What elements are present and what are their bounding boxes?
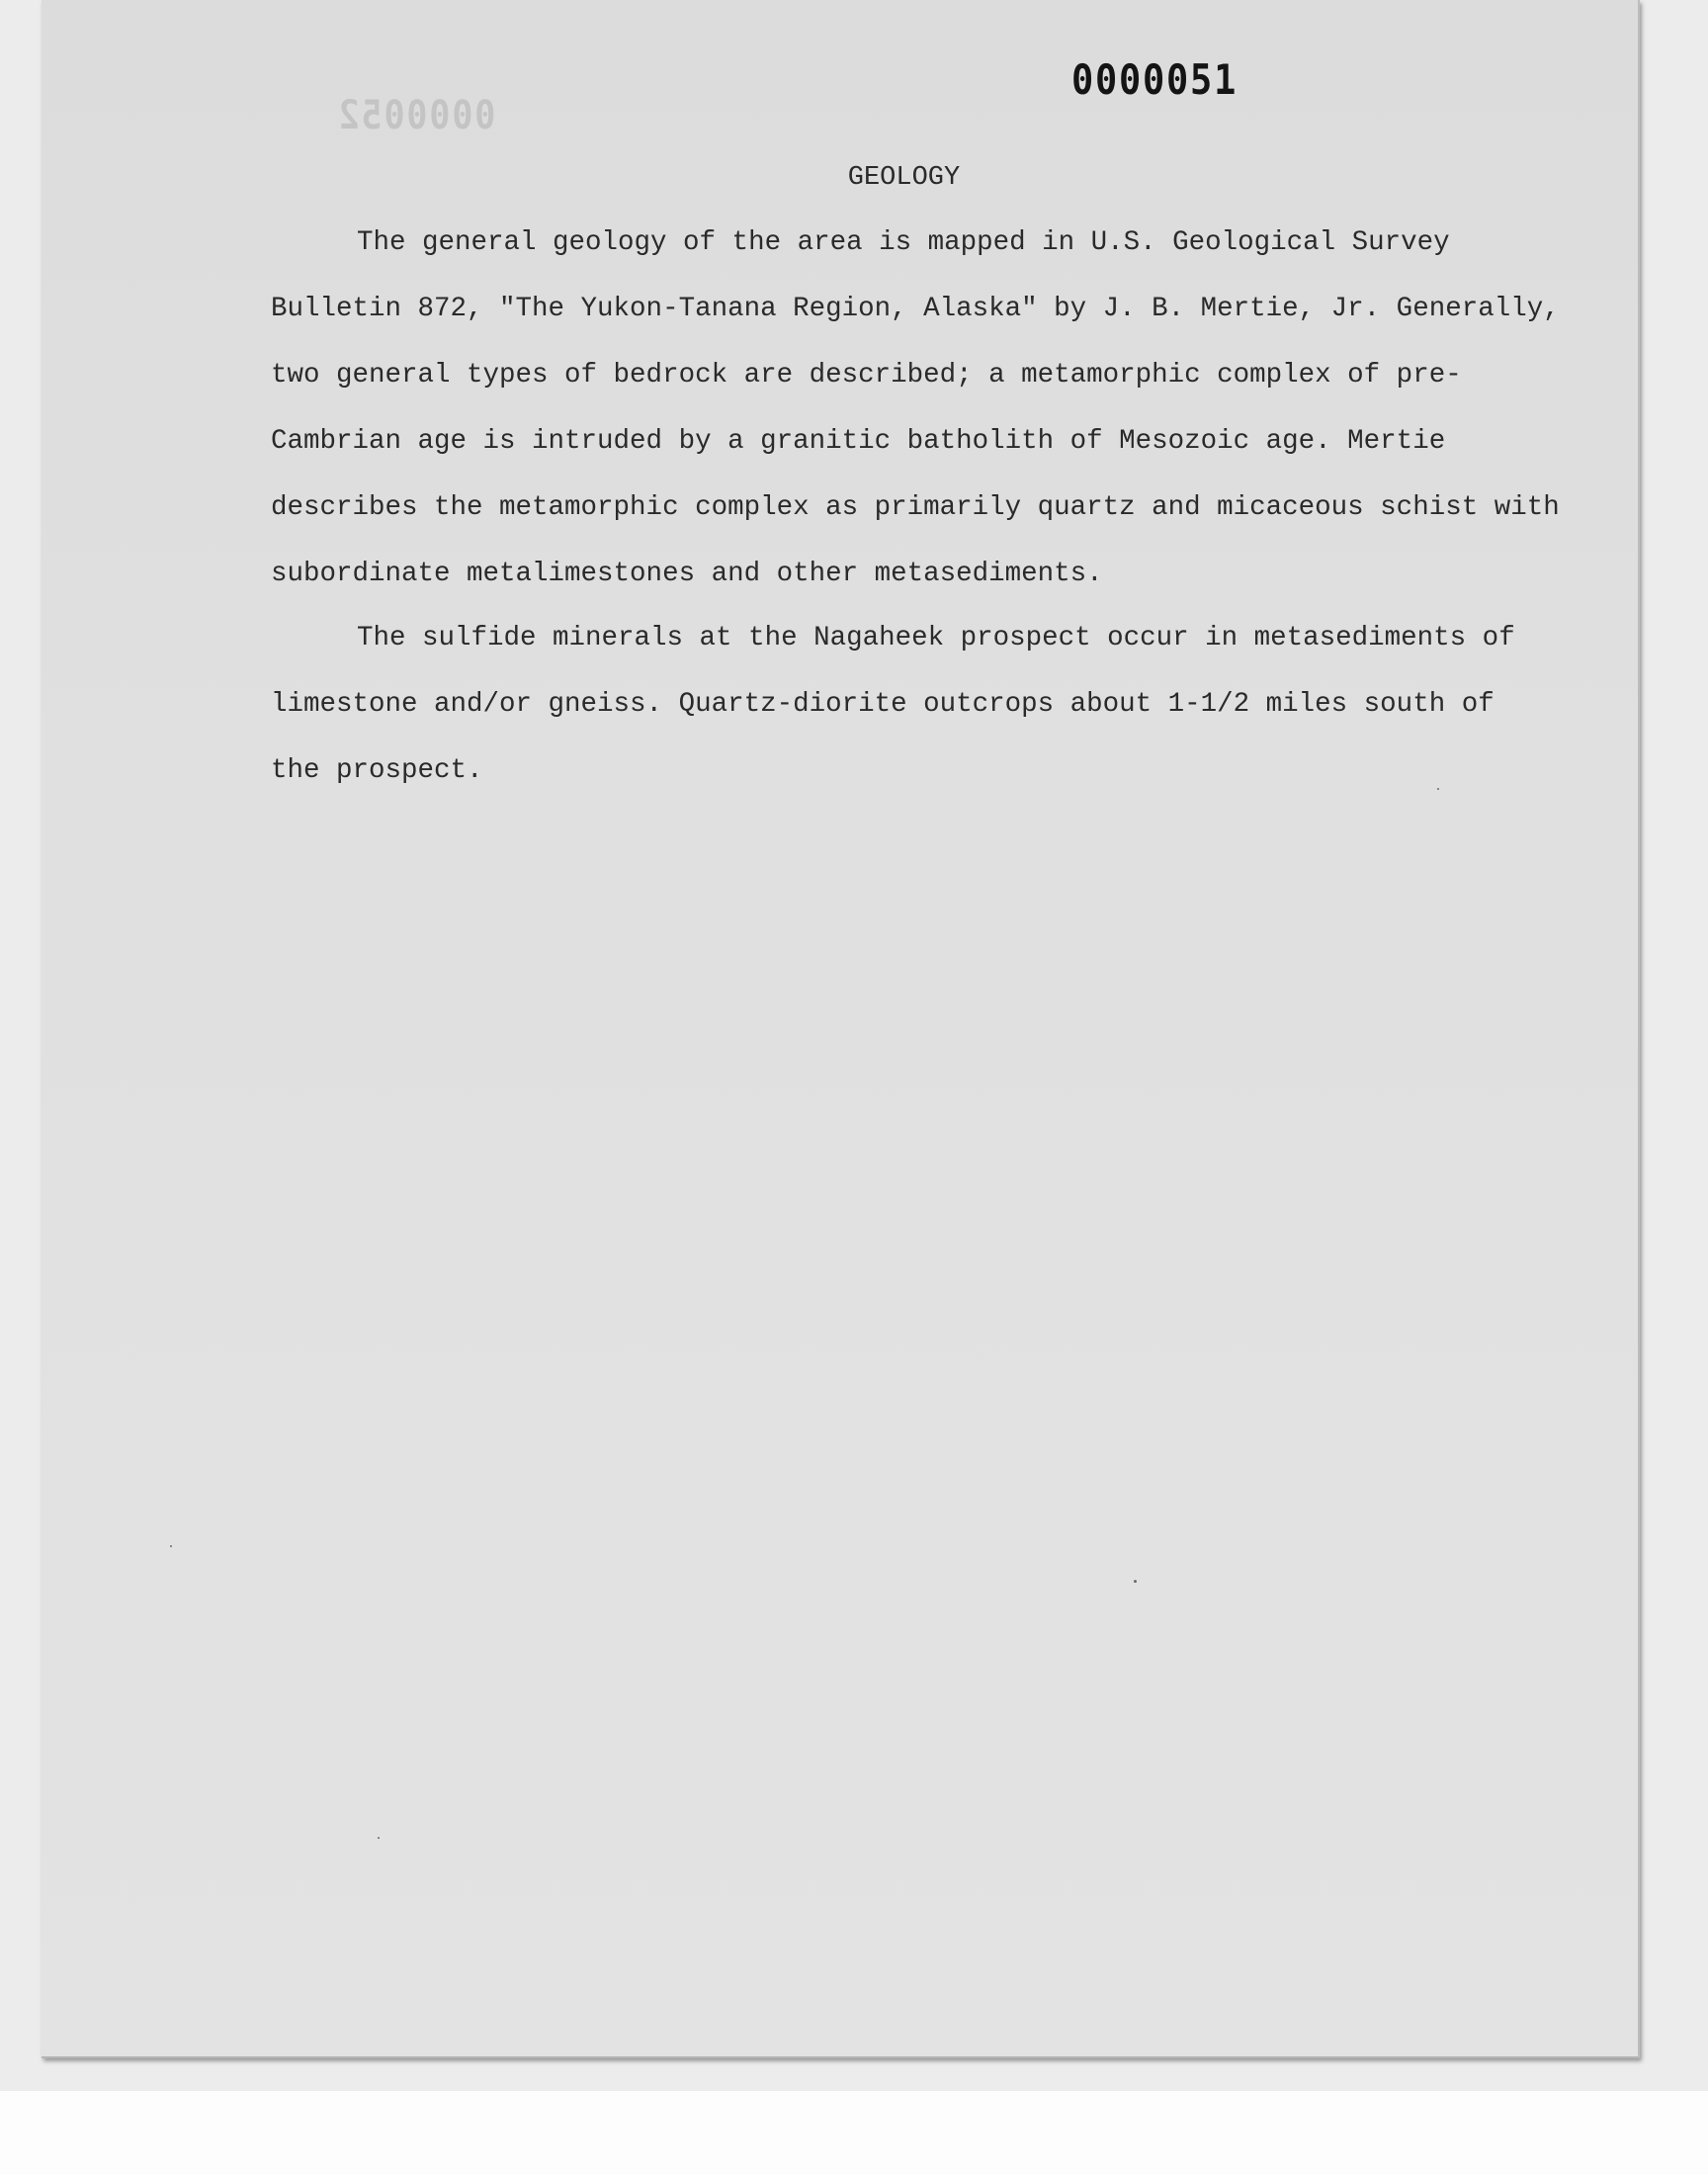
- paragraph-geology-overview: The general geology of the area is mapped in U.S. Geological Survey Bulletin 872, "The Yukon-Tanana Region, Alaska" by J. B. Mertie, Jr. Generally, two general types of bedrock are described; a metamorphic complex of pre- Cambrian age is intruded by a granitic batholith of Mesozoic age. Mertie describes the metamorphic complex as primarily quartz and micaceous schist with subordinate metalimestones and other metasediments.: [271, 227, 1560, 589]
- scan-speck: [1437, 788, 1439, 790]
- document-page: [42, 0, 1640, 2058]
- section-heading: GEOLOGY: [847, 163, 961, 193]
- scan-speck: [378, 1837, 380, 1839]
- stamp-number: 0000051: [1071, 55, 1238, 104]
- bleed-through-stamp-number: 0000052: [336, 93, 496, 138]
- scan-speck: [1134, 1580, 1137, 1583]
- paragraph-sulfide-minerals: The sulfide minerals at the Nagaheek prospect occur in metasediments of limestone and/or gneiss. Quartz-diorite outcrops about 1-1/2 miles south of the prospect.: [271, 623, 1515, 786]
- scan-speck: [170, 1545, 172, 1547]
